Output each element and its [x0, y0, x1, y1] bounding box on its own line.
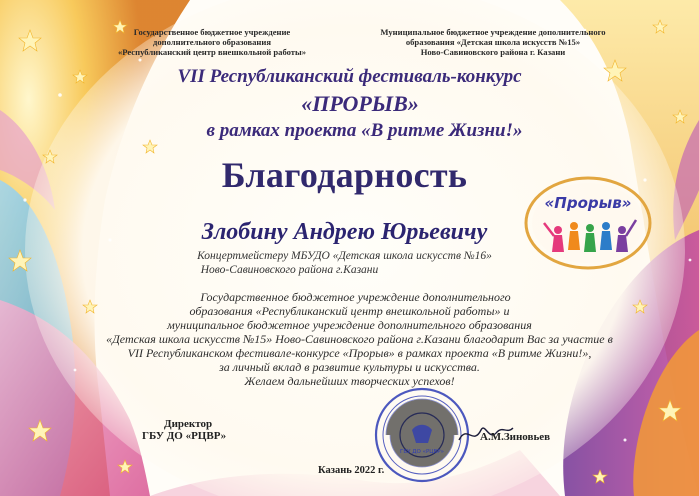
signature-name: А.М.Зиновьев — [480, 431, 551, 443]
body-line: муниципальное бюджетное учреждение дополнительного образования — [167, 318, 532, 332]
footer-place-year: Казань 2022 г. — [318, 465, 385, 476]
certificate-heading: Благодарность — [221, 155, 468, 195]
header-right-line: образования «Детская школа искусств №15» — [405, 37, 581, 47]
stamp-center-text: ГБУ ДО «РЦВР» — [399, 449, 445, 455]
header-right-line: Муниципальное бюджетное учреждение дополнительного — [380, 27, 606, 37]
header-right-line: Ново-Савиновского района г. Казани — [420, 47, 566, 57]
festival-name: «ПРОРЫВ» — [301, 91, 419, 116]
thanks-body — [0, 290, 699, 388]
signature-title-line: ГБУ ДО «РЦВР» — [142, 430, 227, 442]
body-line: VII Республиканском фестивале-конкурсе «Прорыв» в рамках проекта «В ритме Жизни!», — [127, 346, 592, 360]
header-left-line: «Республиканский центр внешкольной работы» — [117, 47, 307, 57]
header-left-line: дополнительного образования — [153, 37, 271, 47]
recipient-name: Злобину Андрею Юрьевичу — [201, 219, 488, 245]
body-line: Государственное бюджетное учреждение дополнительного — [200, 290, 511, 304]
header-right-org — [378, 27, 608, 57]
header-left-org — [112, 27, 312, 57]
recipient-district: Ново-Савиновского района г.Казани — [200, 264, 379, 276]
signature-title-line: Директор — [164, 418, 213, 430]
logo-text: «Прорыв» — [544, 194, 632, 212]
body-line: «Детская школа искусств №15» Ново-Савиновского района г.Казани благодарит Вас за участие в — [106, 332, 613, 346]
header-left-line: Государственное бюджетное учреждение — [133, 27, 291, 37]
festival-title: VII Республиканский фестиваль-конкурс — [177, 66, 522, 87]
signature-title — [142, 418, 227, 442]
body-line: за личный вклад в развитие культуры и искусства. — [219, 360, 480, 374]
body-line: Желаем дальнейших творческих успехов! — [244, 374, 455, 388]
body-line: образования «Республиканский центр внешкольной работы» и — [189, 304, 510, 318]
project-title: в рамках проекта «В ритме Жизни!» — [206, 120, 523, 141]
recipient-role: Концертмейстеру МБУДО «Детская школа искусств №16» — [197, 250, 492, 262]
